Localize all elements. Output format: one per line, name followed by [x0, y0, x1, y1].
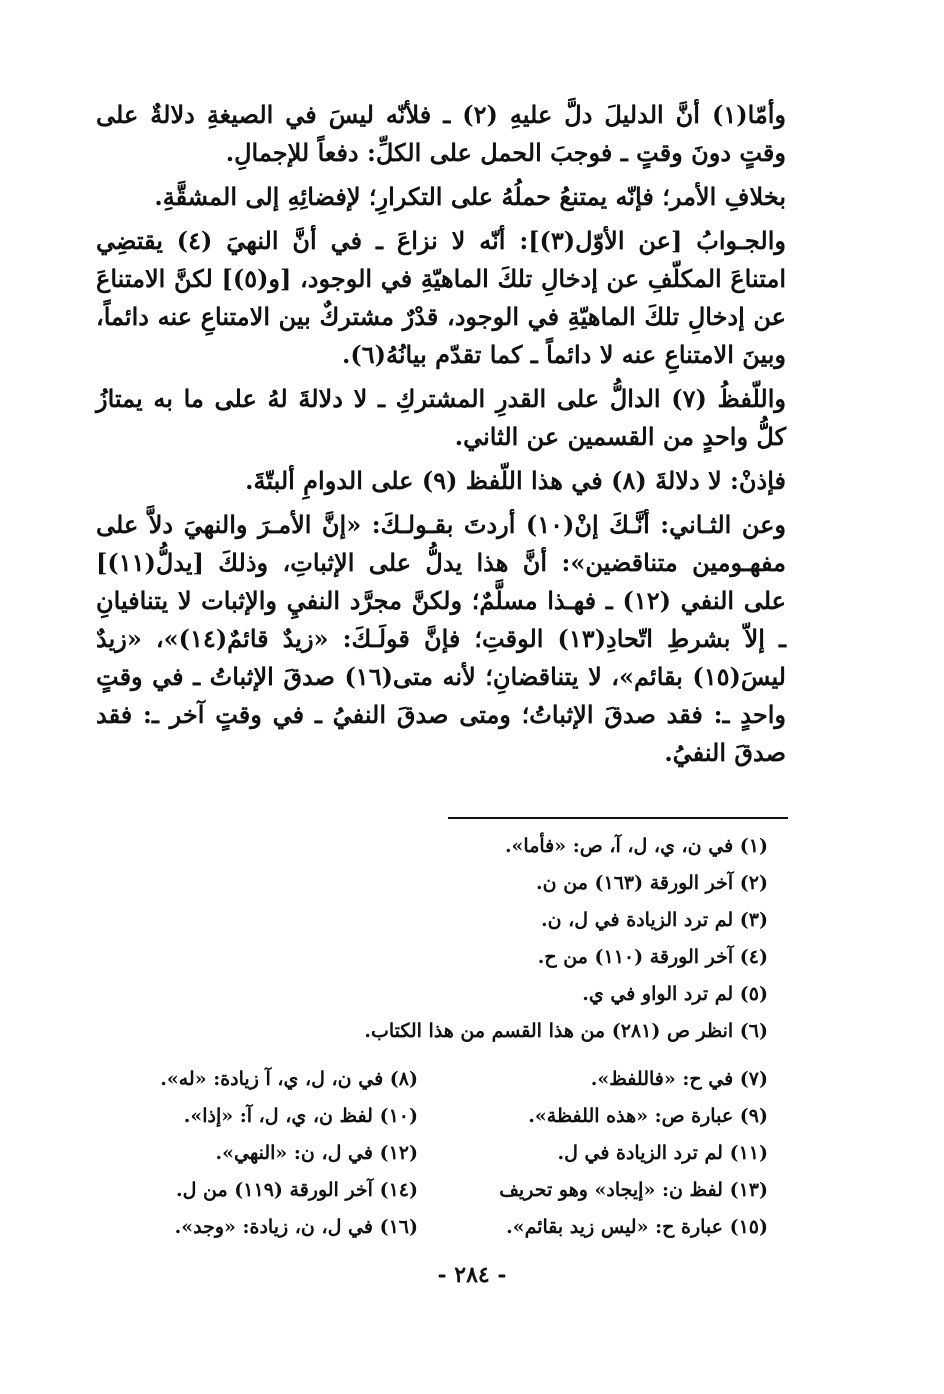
main-text — [96, 96, 786, 778]
footnote: (٩) عبارة ص: «هذه اللفظة». — [528, 1105, 768, 1127]
footnote: (١٣) لفظ ن: «إيجاد» وهو تحريف — [499, 1179, 768, 1201]
paragraph: والجـوابُ [عن الأوّل(٣)]: أنّه لا نزاعَ ـ في أنَّ النهيَ (٤) يقتضِي امتناعَ المكلّفِ عن إدخالِ تلكَ الماهيّةِ في الوجود، [و(٥)] لكنَّ الامتناعَ عن إدخالِ تلكَ الماهيّةِ في الوجود، قدْرٌ مشتركٌ بين الامتناعِ عنه دائماً، وبينَ الامتناعِ عنه لا دائماً ـ كما تقدّم بيانُهُ(٦). — [96, 226, 787, 369]
footnote: (١٠) لفظ ن، ي، ل، آ: «إذا». — [183, 1105, 418, 1127]
footnote: (٧) في ح: «فاللفظ». — [590, 1068, 768, 1090]
footnote-row — [118, 1100, 768, 1132]
footnote: (٨) في ن، ل، ي، آ زيادة: «له». — [160, 1068, 418, 1090]
footnote: (٥) لم ترد الواو في ي. — [582, 983, 768, 1005]
footnote: (٢) آخر الورقة (١٦٣) من ن. — [536, 872, 768, 894]
footnote: (١٦) في ل، ن، زيادة: «وجد». — [174, 1216, 418, 1238]
paragraph: وأمّا(١) أنَّ الدليلَ دلَّ عليهِ (٢) ـ فلأنّه ليسَ في الصيغةِ دلالةٌ على وقتٍ دونَ وقتٍ ـ فوجبَ الحمل على الكلِّ: دفعاً للإجمالِ. — [96, 100, 786, 167]
footnote-row — [118, 1174, 768, 1206]
paragraph: بخلافِ الأمر؛ فإنّه يمتنعُ حملُهُ على التكرارِ؛ لإفضائِهِ إلى المشقَّةِ. — [154, 182, 786, 211]
footnote: (١٢) في ل، ن: «النهي». — [215, 1142, 418, 1164]
paragraph: واللّفظُ (٧) الدالُّ على القدرِ المشتركِ ـ لا دلالةَ لهُ على ما به يمتازُ كلُّ واحدٍ من القسمين عن الثاني. — [96, 384, 786, 451]
footnotes-list — [298, 830, 768, 1052]
footnote-row — [118, 1137, 768, 1169]
footnote: (١٥) عبارة ح: «ليس زيد بقائم». — [506, 1216, 768, 1238]
footnote: (١٤) آخر الورقة (١١٩) من ل. — [176, 1179, 418, 1201]
footnotes-two-column — [118, 1063, 768, 1248]
footnote-divider — [448, 817, 788, 819]
paragraph: وعن الثـاني: أنَّـكَ إنْ(١٠) أردتَ بقـولـكَ: «إنَّ الأمـرَ والنهيَ دلاَّ على مفهـومين متناقضين»: أنَّ هذا يدلُّ على الإثباتِ، وذلكَ [يدلُّ(١١)] على النفي (١٢) ـ فهـذا مسلَّمٌ؛ ولكنَّ مجرَّد النفيِ والإثبات لا يتنافيانِ ـ إلاّ بشرطِ اتّحادِ(١٣) الوقتِ؛ فإنَّ قولَـكَ: «زيدٌ قائمٌ(١٤)»، «زيدٌ ليسَ(١٥) بقائم»، لا يتناقضانِ؛ لأنه متى(١٦) صدقَ الإثباتُ ـ في وقتٍ واحدٍ ـ: فقد صدقَ الإثباتُ؛ ومتى صدقَ النفيُ ـ في وقتٍ آخر ـ: فقد صدقَ النفيُ. — [96, 510, 787, 767]
footnote: (١١) لم ترد الزيادة في ل. — [557, 1142, 768, 1164]
footnote: (٣) لم ترد الزيادة في ل، ن. — [540, 909, 768, 931]
footnote: (٦) انظر ص (٢٨١) من هذا القسم من هذا الكتاب. — [364, 1020, 768, 1042]
paragraph: فإذنْ: لا دلالةَ (٨) في هذا اللّفظ (٩) على الدوامِ ألبتّةَ. — [245, 466, 786, 495]
footnote: (٤) آخر الورقة (١١٠) من ح. — [537, 946, 768, 968]
footnote-row — [118, 1063, 768, 1095]
page-number: - ٢٨٤ - — [437, 1262, 507, 1288]
footnote-row — [118, 1211, 768, 1243]
footnote: (١) في ن، ي، ل، آ، ص: «فأما». — [504, 835, 768, 857]
